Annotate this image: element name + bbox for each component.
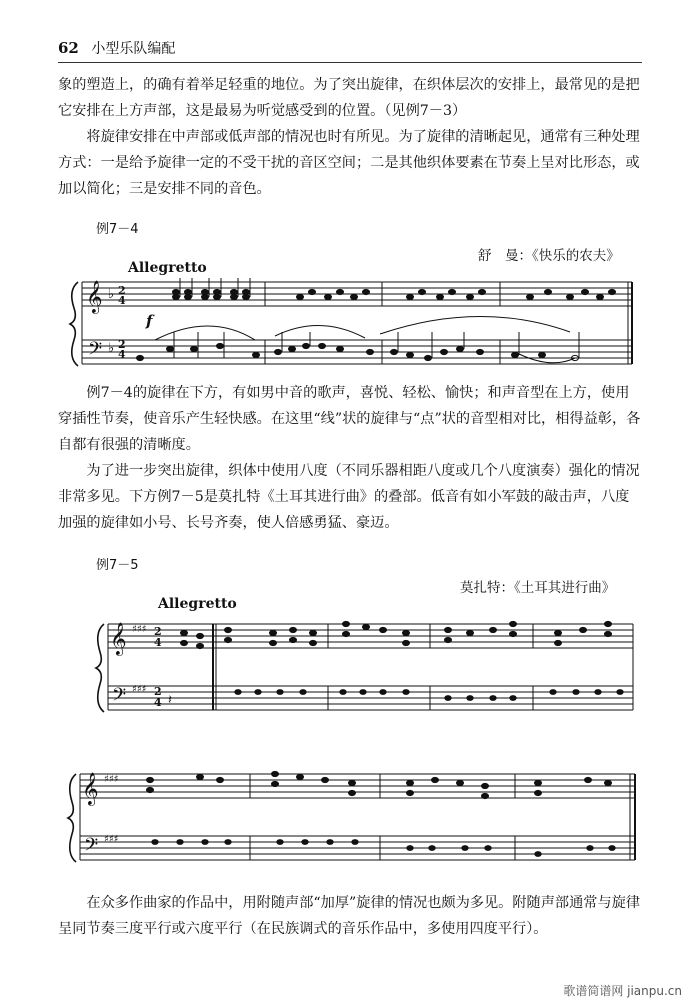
svg-text:2: 2 bbox=[118, 284, 126, 297]
paragraph-2: 将旋律安排在中声部或低声部的情况也时有所见。为了旋律的清晰起见，通常有三种处理方式：一是给予旋律一定的不受干扰的音区空间；二是其他织体要素在节奏上呈对比形态，或加以简化；三是安排不同的音色。 bbox=[58, 129, 640, 197]
svg-text:𝄢: 𝄢 bbox=[112, 685, 127, 710]
example-7-4-dynamic: f bbox=[146, 312, 153, 330]
svg-text:4: 4 bbox=[118, 294, 126, 307]
page-header bbox=[58, 38, 175, 58]
body-text-top bbox=[58, 72, 642, 202]
svg-text:𝄞: 𝄞 bbox=[82, 772, 99, 805]
paragraph-4: 为了进一步突出旋律，织体中使用八度（不同乐器相距八度或几个八度演奏）强化的情况非常多见。下方例7－5是莫扎特《土耳其进行曲》的叠部。低音有如小军鼓的敲击声，八度加强的旋律如小号、长号齐奏，使人倍感勇猛、豪迈。 bbox=[58, 463, 640, 531]
svg-text:𝄞: 𝄞 bbox=[86, 280, 103, 313]
svg-text:4: 4 bbox=[154, 636, 162, 649]
svg-text:4: 4 bbox=[118, 348, 126, 361]
svg-text:♯♯♯: ♯♯♯ bbox=[132, 684, 147, 695]
page-number: 62 bbox=[58, 39, 79, 57]
svg-text:𝄽: 𝄽 bbox=[168, 693, 172, 708]
example-7-5-attribution: 莫扎特：《土耳其进行曲》 bbox=[460, 580, 616, 596]
example-7-4-label: 例7－4 bbox=[96, 222, 139, 237]
example-7-4-tempo: Allegretto bbox=[128, 260, 207, 276]
paragraph-3: 例7－4的旋律在下方，有如男中音的歌声，喜悦、轻松、愉快；和声音型在上方，使用穿插性节奏，使音乐产生轻快感。在这里“线”状的旋律与“点”状的音型相对比，相得益彰，各自都有很强的清晰度。 bbox=[58, 385, 641, 453]
example-7-5-score-system-2 bbox=[60, 760, 640, 875]
svg-text:♭: ♭ bbox=[108, 341, 115, 356]
svg-text:♯♯♯: ♯♯♯ bbox=[132, 624, 147, 635]
example-7-4-attribution: 舒 曼：《快乐的农夫》 bbox=[478, 248, 620, 264]
svg-text:4: 4 bbox=[154, 696, 162, 709]
example-7-5-label: 例7－5 bbox=[96, 558, 139, 573]
watermark: 歌谱简谱网 jianpu.cn bbox=[563, 984, 682, 998]
body-text-bottom bbox=[58, 890, 642, 942]
svg-text:2: 2 bbox=[154, 685, 162, 698]
book-title: 小型乐队编配 bbox=[91, 41, 176, 57]
example-7-5-tempo: Allegretto bbox=[158, 596, 237, 612]
svg-text:♭: ♭ bbox=[108, 287, 115, 302]
paragraph-5: 在众多作曲家的作品中，用附随声部“加厚”旋律的情况也颇为多见。附随声部通常与旋律呈同节奏三度平行或六度平行（在民族调式的音乐作品中，多使用四度平行）。 bbox=[58, 895, 641, 937]
svg-text:𝄢: 𝄢 bbox=[88, 339, 103, 364]
example-7-5-score-system-1 bbox=[88, 610, 638, 725]
body-text-middle bbox=[58, 380, 642, 536]
header-rule bbox=[58, 62, 642, 63]
paragraph-1: 象的塑造上，的确有着举足轻重的地位。为了突出旋律，在织体层次的安排上，最常见的是把它安排在上方声部，这是最易为听觉感受到的位置。（见例7－3） bbox=[58, 77, 640, 119]
svg-text:𝄢: 𝄢 bbox=[84, 835, 99, 860]
svg-text:2: 2 bbox=[118, 338, 126, 351]
svg-text:2: 2 bbox=[154, 625, 162, 638]
svg-text:𝄞: 𝄞 bbox=[110, 622, 127, 655]
svg-text:♯♯♯: ♯♯♯ bbox=[104, 774, 119, 785]
example-7-4-score bbox=[60, 270, 640, 380]
svg-text:♯♯♯: ♯♯♯ bbox=[104, 834, 119, 845]
